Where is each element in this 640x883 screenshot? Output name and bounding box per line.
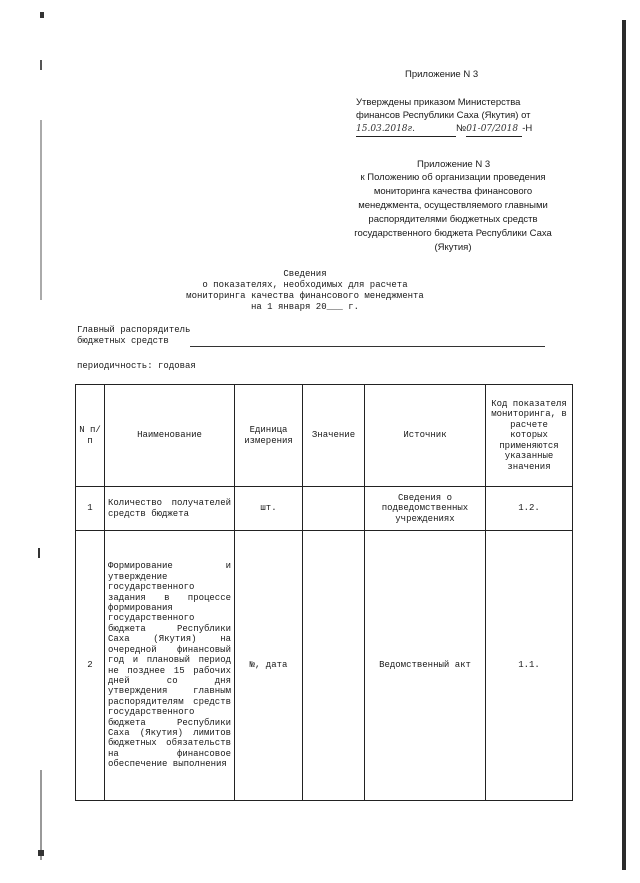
row-source: Ведомственный акт [365,531,486,801]
header-source: Источник [365,385,486,487]
appendix2-title: Приложение N 3 [417,159,491,170]
header-num: N п/п [76,385,105,487]
row-value [303,531,365,801]
row-unit: №, дата [235,531,303,801]
document-title [140,269,470,313]
row-value [303,487,365,531]
row-name: Формирование и утверждение государственного задания в процессе формирования государственного бюджета Республики Саха (Якутия) на очередной финансовый год и плановый период не позднее 15 рабочих дней со дня утверждения главным распорядителям средств государственного бюджета Республики Саха (Якутия) лимитов бюджетных обязательств на финансовое обеспечение выполнения [105,531,235,801]
approved-date-handwritten: 15.03.2018г. [356,122,456,137]
periodicity: периодичность: годовая [77,361,196,371]
appendix2-line: мониторинга качества финансового [373,186,533,197]
appendix-title: Приложение N 3 [405,69,479,80]
document-title-line: Сведения [283,269,327,279]
row-source: Сведения о подведомственных учреждениях [365,487,486,531]
scan-mark [40,120,42,300]
scan-mark [40,60,42,70]
table-row [76,487,573,531]
table-row [76,531,573,801]
header-unit: Единица измерения [235,385,303,487]
indicators-table [75,384,573,801]
manager-label-line2: бюджетных средств [77,336,169,346]
document-title-line: мониторинга качества финансового менеджмента [186,291,424,301]
manager-fill-line [190,346,545,347]
appendix2-line: к Положению об организации проведения [360,172,546,183]
row-num: 2 [76,531,105,801]
document-title-line: на 1 января 20___ г. [250,302,360,312]
approved-line-2: финансов Республики Саха (Якутия) от [356,110,531,121]
row-unit: шт. [235,487,303,531]
document-title-line: о показателях, необходимых для расчета [202,280,408,290]
appendix2-line: менеджмента, осуществляемого главными [358,200,548,211]
manager-label-line1: Главный распорядитель [77,325,191,335]
approved-number-handwritten: 01-07/2018 [466,122,522,137]
header-name: Наименование [105,385,235,487]
appendix2-text [340,171,566,255]
header-value: Значение [303,385,365,487]
approved-date-number-line [356,122,546,137]
appendix2-line: (Якутия) [434,242,472,253]
approved-number-suffix: -Н [522,123,533,134]
row-code: 1.2. [486,487,573,531]
table-header-row [76,385,573,487]
appendix2-line: распорядителями бюджетных средств [368,214,538,225]
appendix2-line: государственного бюджета Республики Саха [354,228,552,239]
approved-line-1: Утверждены приказом Министерства [356,97,521,108]
scan-mark [38,850,44,856]
row-code: 1.1. [486,531,573,801]
scan-edge-shadow [622,20,626,870]
row-name: Количество получателей средств бюджета [105,487,235,531]
scan-mark [40,770,42,860]
scan-mark [40,12,44,18]
scan-mark [38,548,40,558]
row-num: 1 [76,487,105,531]
approved-number-prefix: № [456,123,467,134]
header-code: Код показателя мониторинга, в расчете которых применяются указанные значения [486,385,573,487]
